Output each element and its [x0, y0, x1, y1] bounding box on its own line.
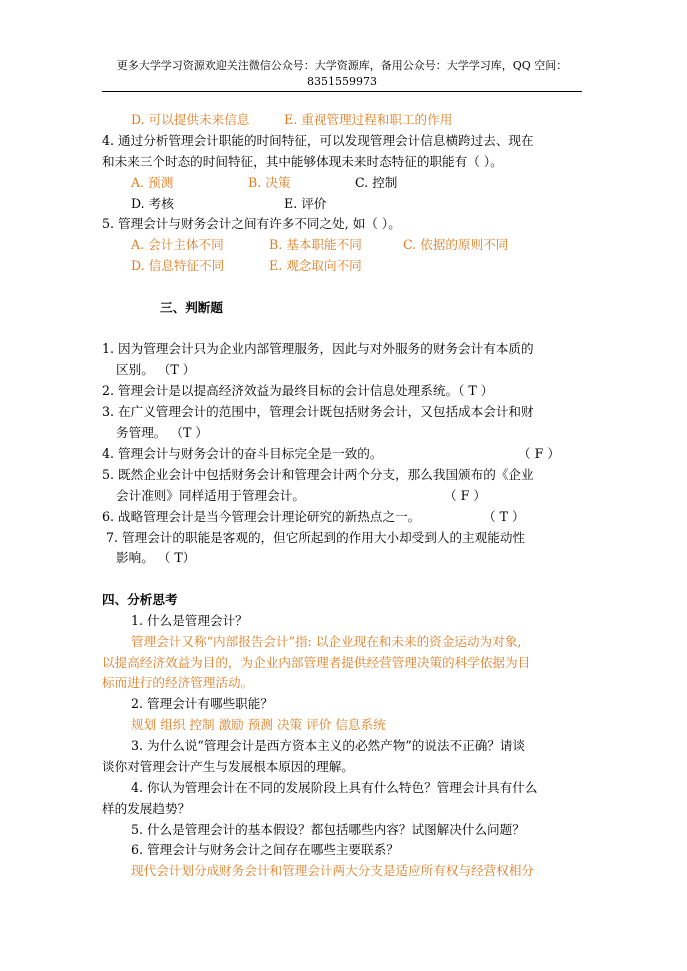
page-header	[102, 58, 582, 90]
judge-item-3-line-2: 务管理。 （T ）	[116, 425, 208, 440]
judge-item-1-line-1: 1. 因为管理会计只为企业内部管理服务，因此与对外服务的财务会计有本质的	[102, 341, 534, 356]
q5-option-c: C. 依据的原则不同	[403, 237, 509, 252]
q4-option-c: C. 控制	[355, 175, 398, 190]
judge-item-5-line-1: 5. 既然企业会计中包括财务会计和管理会计两个分支，那么我国颁布的《企业	[102, 467, 534, 482]
header-line-2: 8351559973	[307, 75, 377, 88]
analysis-question-3-line-1: 3. 为什么说“管理会计是西方资本主义的必然产物”的说法不正确？请谈	[131, 738, 526, 753]
analysis-answer-6-line-1: 现代会计划分成财务会计和管理会计两大分支是适应所有权与经营权相分	[131, 863, 534, 878]
section-heading-judgement: 三、判断题	[160, 300, 223, 315]
analysis-answer-2: 规划 组织 控制 激励 预测 决策 评价 信息系统	[131, 717, 386, 732]
q5-option-a: A. 会计主体不同	[131, 237, 224, 252]
analysis-question-4-line-1: 4. 你认为管理会计在不同的发展阶段上具有什么特色？管理会计具有什么	[131, 780, 538, 795]
judge-item-2: 2. 管理会计是以提高经济效益为最终目标的会计信息处理系统。（ T ）	[102, 383, 494, 398]
analysis-answer-1-line-2: 以提高经济效益为目的，为企业内部管理者提供经营管理决策的科学依据为目	[102, 655, 531, 670]
section-heading-analysis: 四、分析思考	[102, 592, 178, 607]
q3-option-e: E. 重视管理过程和职工的作用	[284, 112, 453, 127]
header-rule	[102, 91, 582, 92]
q4-stem-line-2: 和未来三个时态的时间特征，其中能够体现未来时态特征的职能有（ ）。	[102, 154, 503, 169]
analysis-answer-1-line-3: 标而进行的经济管理活动。	[102, 675, 254, 690]
judge-item-5-line-2: 会计准则》同样适用于管理会计。	[116, 488, 305, 503]
q4-stem-line-1: 4. 通过分析管理会计职能的时间特征，可以发现管理会计信息横跨过去、现在	[102, 133, 534, 148]
q4-option-d: D. 考核	[131, 196, 174, 211]
judge-item-7-line-1: 7. 管理会计的职能是客观的，但它所起到的作用大小却受到人的主观能动性	[106, 530, 526, 545]
judge-item-5-answer: （ F ）	[444, 488, 486, 503]
analysis-question-5: 5. 什么是管理会计的基本假设？都包括哪些内容？试图解决什么问题？	[131, 822, 525, 837]
judge-item-4: 4. 管理会计与财务会计的奋斗目标完全是一致的。	[102, 446, 383, 461]
q4-option-b: B. 决策	[248, 175, 291, 190]
judge-item-6: 6. 战略管理会计是当今管理会计理论研究的新热点之一。	[102, 509, 421, 524]
analysis-question-1: 1. 什么是管理会计？	[131, 613, 248, 628]
judge-item-3-line-1: 3. 在广义管理会计的范围中，管理会计既包括财务会计，又包括成本会计和财	[102, 404, 534, 419]
analysis-question-4-line-2: 样的发展趋势？	[102, 801, 191, 816]
q5-option-b: B. 基本职能不同	[269, 237, 362, 252]
q3-option-d: D. 可以提供未来信息	[131, 112, 250, 127]
judge-item-4-answer: （ F ）	[518, 446, 560, 461]
analysis-question-3-line-2: 谈你对管理会计产生与发展根本原因的理解。	[102, 759, 354, 774]
q5-option-e: E. 观念取向不同	[269, 258, 362, 273]
analysis-answer-1-line-1: 管理会计又称“内部报告会计”指: 以企业现在和未来的资金运动为对象,	[131, 634, 522, 649]
q5-option-d: D. 信息特征不同	[131, 258, 225, 273]
q4-option-a: A. 预测	[131, 175, 174, 190]
judge-item-7-line-2: 影响。 （ T）	[116, 550, 196, 565]
judge-item-6-answer: （ T ）	[483, 509, 525, 524]
q4-option-e: E. 评价	[284, 196, 327, 211]
q5-stem: 5. 管理会计与财务会计之间有许多不同之处, 如（ ）。	[102, 216, 401, 231]
analysis-question-2: 2. 管理会计有哪些职能？	[131, 696, 273, 711]
header-line-1: 更多大学学习资源欢迎关注微信公众号：大学资源库，备用公众号：大学学习库，QQ 空间：	[116, 59, 568, 72]
analysis-question-6: 6. 管理会计与财务会计之间存在哪些主要联系？	[131, 842, 399, 857]
judge-item-1-line-2: 区别。 （T ）	[116, 362, 196, 377]
